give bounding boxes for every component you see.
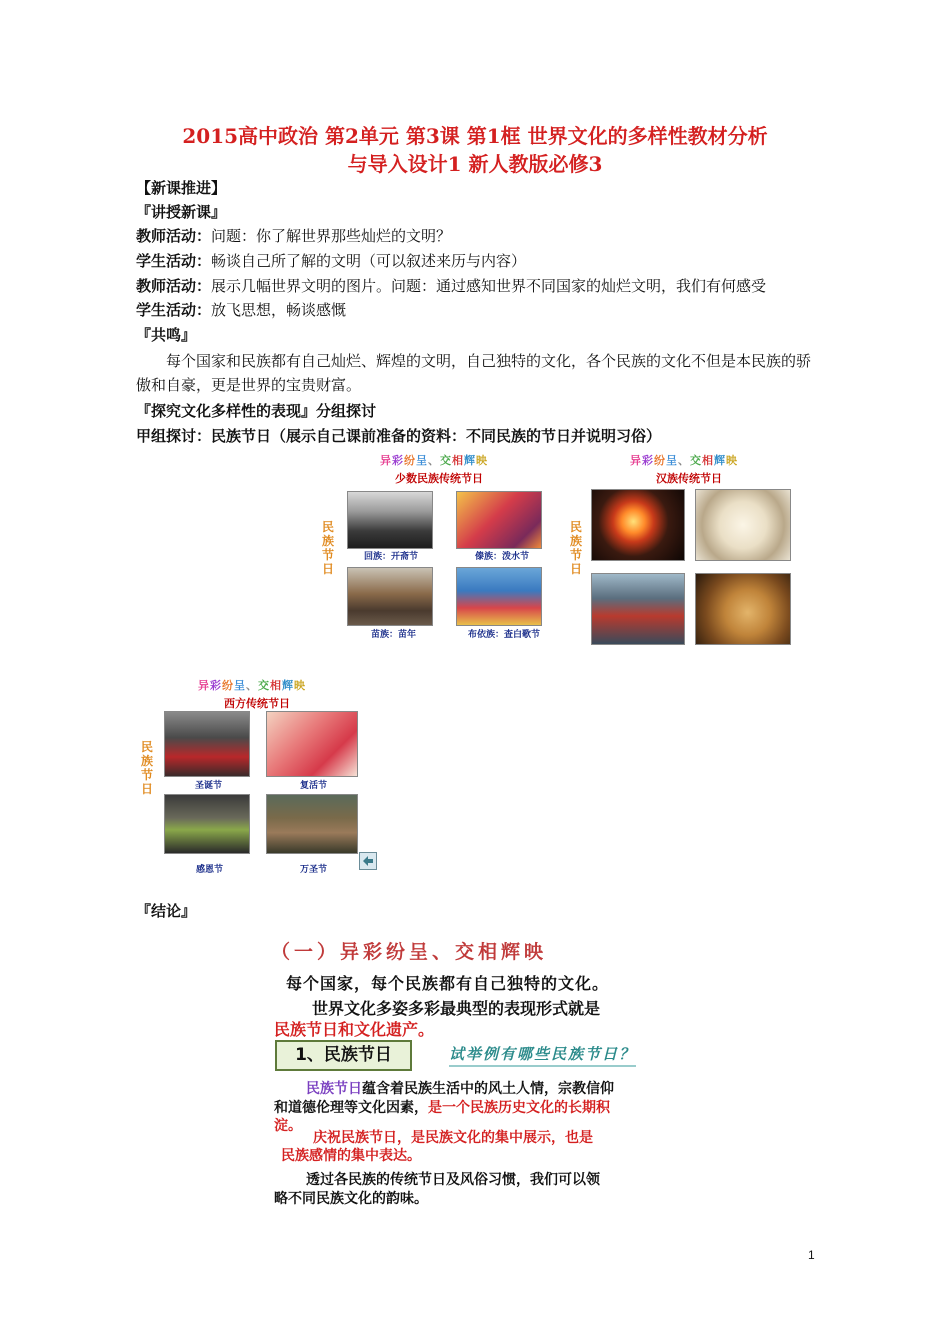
activity-row (136, 299, 346, 321)
slogan-char: 呈 (666, 454, 678, 467)
photo-caption: 万圣节 (300, 865, 328, 875)
conclusion-line: 世界文化多姿多彩最典型的表现形式就是 (312, 999, 601, 1018)
dragon-boat-photo (591, 573, 685, 645)
paragraph-highlight: 淀。 (274, 1118, 302, 1134)
slogan-char: 异 (630, 454, 642, 467)
section-conclusion: 『结论』 (136, 902, 197, 920)
section-explore: 『探究文化多样性的表现』分组探讨 (136, 402, 377, 420)
paragraph-highlight: 是一个民族历史文化的长期积 (428, 1100, 610, 1116)
slogan-char: 、 (678, 454, 690, 467)
section-new-lesson: 【新课推进】 (136, 179, 227, 197)
slogan-char: 纷 (222, 679, 234, 692)
festival-box: 1、民族节日 (275, 1040, 412, 1071)
slogan-char: 辉 (282, 679, 294, 692)
activity-label: 学生活动： (136, 252, 212, 270)
slogan-char: 呈 (416, 454, 428, 467)
slogan-char: 异 (380, 454, 392, 467)
slogan-char: 辉 (714, 454, 726, 467)
paragraph-highlight: 民族感情的集中表达。 (281, 1148, 421, 1164)
document-title-line2: 与导入设计1 新人教版必修3 (347, 152, 603, 176)
festival-photo-eid (347, 491, 433, 549)
activity-label: 教师活动： (136, 277, 212, 295)
paragraph-text: 和道德伦理等文化因素， (274, 1100, 428, 1116)
slogan-char: 映 (726, 454, 738, 467)
slide-paragraph (274, 1097, 610, 1117)
slogan (630, 452, 738, 468)
slogan-char: 相 (702, 454, 714, 467)
vertical-label: 民族节日 (141, 740, 154, 796)
slide-nav-icon[interactable] (359, 852, 377, 870)
activity-row (136, 275, 766, 297)
term-festival: 民族节日 (306, 1081, 362, 1097)
group-a-heading: 甲组探讨：民族节日（展示自己课前准备的资料：不同民族的节日并说明习俗） (136, 427, 662, 445)
activity-text: 畅谈自己所了解的文明（可以叙述来历与内容） (211, 252, 527, 270)
slide-paragraph (306, 1078, 614, 1098)
slogan-char: 、 (428, 454, 440, 467)
vertical-label: 民族节日 (322, 520, 335, 576)
slogan-char: 相 (452, 454, 464, 467)
question-text: 试举例有哪些民族节日？ (449, 1043, 636, 1067)
photo-caption: 复活节 (300, 781, 328, 791)
mooncake-photo (695, 573, 791, 645)
western-festivals-title: 西方传统节日 (224, 697, 290, 710)
slogan-char: 呈 (234, 679, 246, 692)
vertical-label: 民族节日 (570, 520, 583, 576)
activity-text: 问题：你了解世界那些灿烂的文明？ (211, 227, 452, 245)
slogan-char: 纷 (654, 454, 666, 467)
document-title-line1: 2015高中政治 第2单元 第3课 第1框 世界文化的多样性教材分析 (182, 124, 768, 148)
activity-label: 教师活动： (136, 227, 212, 245)
section-resonance: 『共鸣』 (136, 326, 197, 344)
activity-label: 学生活动： (136, 301, 212, 319)
resonance-paragraph: 每个国家和民族都有自己灿烂、辉煌的文明，自己独特的文化，各个民族的文化不但是本民族的骄傲和自豪，更是世界的宝贵财富。 (136, 352, 812, 394)
paragraph-text: 略不同民族文化的韵味。 (274, 1191, 428, 1207)
photo-caption: 感恩节 (196, 865, 224, 875)
section-teach: 『讲授新课』 (136, 203, 227, 221)
page-number: 1 (808, 1248, 815, 1262)
slogan-char: 交 (440, 454, 452, 467)
conclusion-heading: （一）异彩纷呈、交相辉映 (271, 941, 548, 963)
slogan-char: 映 (294, 679, 306, 692)
paragraph-text: 蕴含着民族生活中的风土人情，宗教信仰 (362, 1081, 614, 1097)
conclusion-line-highlight: 民族节日和文化遗产。 (274, 1020, 435, 1039)
han-festivals-title: 汉族传统节日 (656, 472, 722, 485)
slogan-char: 相 (270, 679, 282, 692)
photo-caption: 回族：开斋节 (364, 552, 419, 562)
thanksgiving-photo (164, 794, 250, 854)
photo-caption: 傣族：泼水节 (475, 552, 530, 562)
festival-photo-water-splashing (456, 491, 542, 549)
activity-text: 展示几幅世界文明的图片。问题：通过感知世界不同国家的灿烂文明，我们有何感受 (211, 277, 767, 295)
activity-text: 放飞思想，畅谈感慨 (211, 301, 347, 319)
easter-photo (266, 711, 358, 777)
photo-caption: 布依族：查白歌节 (468, 630, 541, 640)
photo-caption: 苗族：苗年 (371, 630, 417, 640)
slogan-char: 异 (198, 679, 210, 692)
slogan-char: 彩 (210, 679, 222, 692)
slogan-char: 交 (258, 679, 270, 692)
tangyuan-photo (695, 489, 791, 561)
paragraph-text: 透过各民族的传统节日及风俗习惯，我们可以领 (306, 1172, 600, 1188)
festival-photo-chabai-song (456, 567, 542, 626)
fireworks-photo (591, 489, 685, 561)
activity-row (136, 250, 526, 272)
halloween-photo (266, 794, 358, 854)
slogan-char: 彩 (392, 454, 404, 467)
slogan-char: 、 (246, 679, 258, 692)
slogan-char: 辉 (464, 454, 476, 467)
paragraph-highlight: 庆祝民族节日，是民族文化的集中展示，也是 (313, 1130, 593, 1146)
slogan-char: 映 (476, 454, 488, 467)
activity-row (136, 225, 451, 247)
minority-festivals-title: 少数民族传统节日 (395, 472, 483, 485)
slogan-char: 彩 (642, 454, 654, 467)
photo-caption: 圣诞节 (195, 781, 223, 791)
slogan-char: 交 (690, 454, 702, 467)
festival-photo-miao-new-year (347, 567, 433, 626)
slogan (380, 452, 488, 468)
slogan-char: 纷 (404, 454, 416, 467)
christmas-photo (164, 711, 250, 777)
conclusion-line: 每个国家，每个民族都有自己独特的文化。 (286, 974, 610, 993)
slogan (198, 677, 306, 693)
